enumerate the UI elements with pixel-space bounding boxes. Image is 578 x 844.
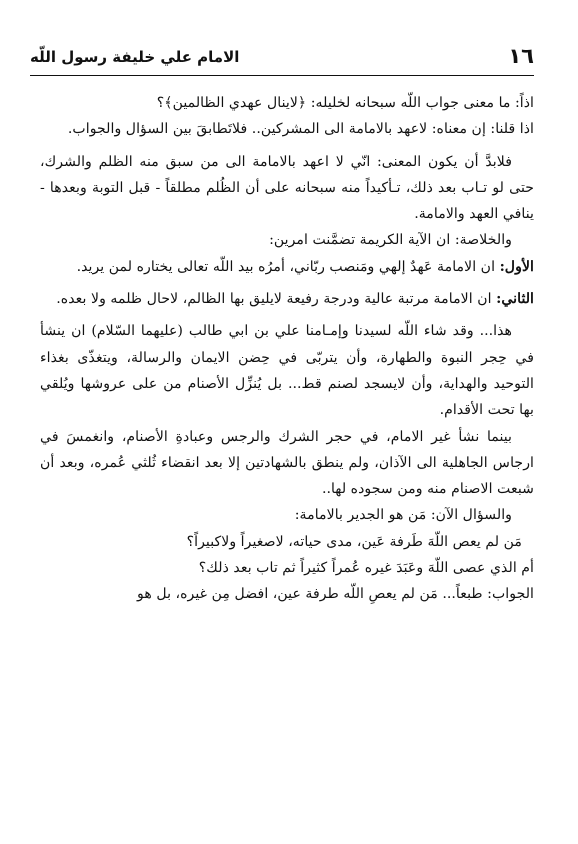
paragraph-point-two: [40, 286, 534, 312]
point-two-text: ان الامامة مرتبة عالية ودرجة رفيعة لايليق بها الظالم، لاحال ظلمه ولا بعده.: [56, 291, 497, 308]
point-one-label: الأول:: [499, 258, 534, 275]
paragraph-first-reading: اذا قلنا: إن معناه: لاعهد بالامامة الى المشركين.. فلاتَطابقَ بين السؤال والجواب.: [67, 121, 534, 138]
running-header: [30, 44, 534, 74]
paragraph-imam-upbringing: هذا... وقد شاء اللّه لسيدنا وإمـامنا علي بن ابي طالب (عليهما السّلام) ان ينشأ في حِجر النبوة والطهارة، وأن يتربّى في حِضن الايمان والرسالة، ويتغذّى بغذاء التوحيد والهداية، وأن لايسجد لصنم قط... بل يُنزِّل الأصنام من على عروشها ويُلقي بها تحت الأقدام.: [40, 323, 534, 419]
header-divider: [30, 75, 534, 76]
paragraph-summary: والخلاصة: ان الآية الكريمة تضمَّنت امرين:: [269, 232, 512, 249]
running-title: الامام علي خليفة رسول اللّه: [30, 48, 240, 66]
paragraph-option-two: أم الذي عصى اللّهَ وعَبَدَ غيره عُمراً كثيراً ثم تاب بعد ذلك؟: [198, 560, 534, 577]
page-body: [40, 90, 534, 608]
paragraph-others-upbringing: بينما نشأ غير الامام، في حجر الشرك والرجس وعبادةِ الأصنام، وانغمسَ في ارجاس الجاهلية الى الآذان، ولم ينطق بالشهادتين إلا بعد انقضاء ثُلثي عُمره، وبعد أن شبعت الاصنام منه ومن سجوده لها..: [40, 428, 534, 498]
point-two-label: الثاني:: [496, 291, 534, 308]
paragraph-answer: الجواب: طبعاً... مَن لم يعصِ اللّه طرفة عين، افضل مِن غيره، بل هو: [137, 586, 534, 603]
page-number: ١٦: [508, 44, 534, 68]
paragraph-option-one: مَن لم يعص اللّهَ طَرفة عَين، مدى حياته، لاصغيراً ولاكبيراً؟: [186, 533, 522, 550]
paragraph-question: اذاً: ما معنى جواب اللّه سبحانه لخليله: ﴿لاينال عهدي الظالمين﴾؟: [156, 95, 534, 111]
point-one-text: ان الامامة عَهدٌ إلهي ومَنصب ربّاني، أمرُه بيد اللّه تعالى يختاره لمن يريد.: [76, 258, 500, 275]
paragraph-question-now: والسؤال الآن: مَن هو الجدير بالامامة:: [294, 507, 512, 524]
paragraph-meaning: فلابدَّ أن يكون المعنى: انّي لا اعهد بالامامة الى من سبق منه الظلم والشرك، حتى لو تـاب بعد ذلك، تـأكيداً منه سبحانه على أن الظُلم مطلقاً - قبل التوبة وبعدها - ينافي العهد والامامة.: [40, 153, 534, 223]
paragraph-point-one: [40, 254, 534, 280]
